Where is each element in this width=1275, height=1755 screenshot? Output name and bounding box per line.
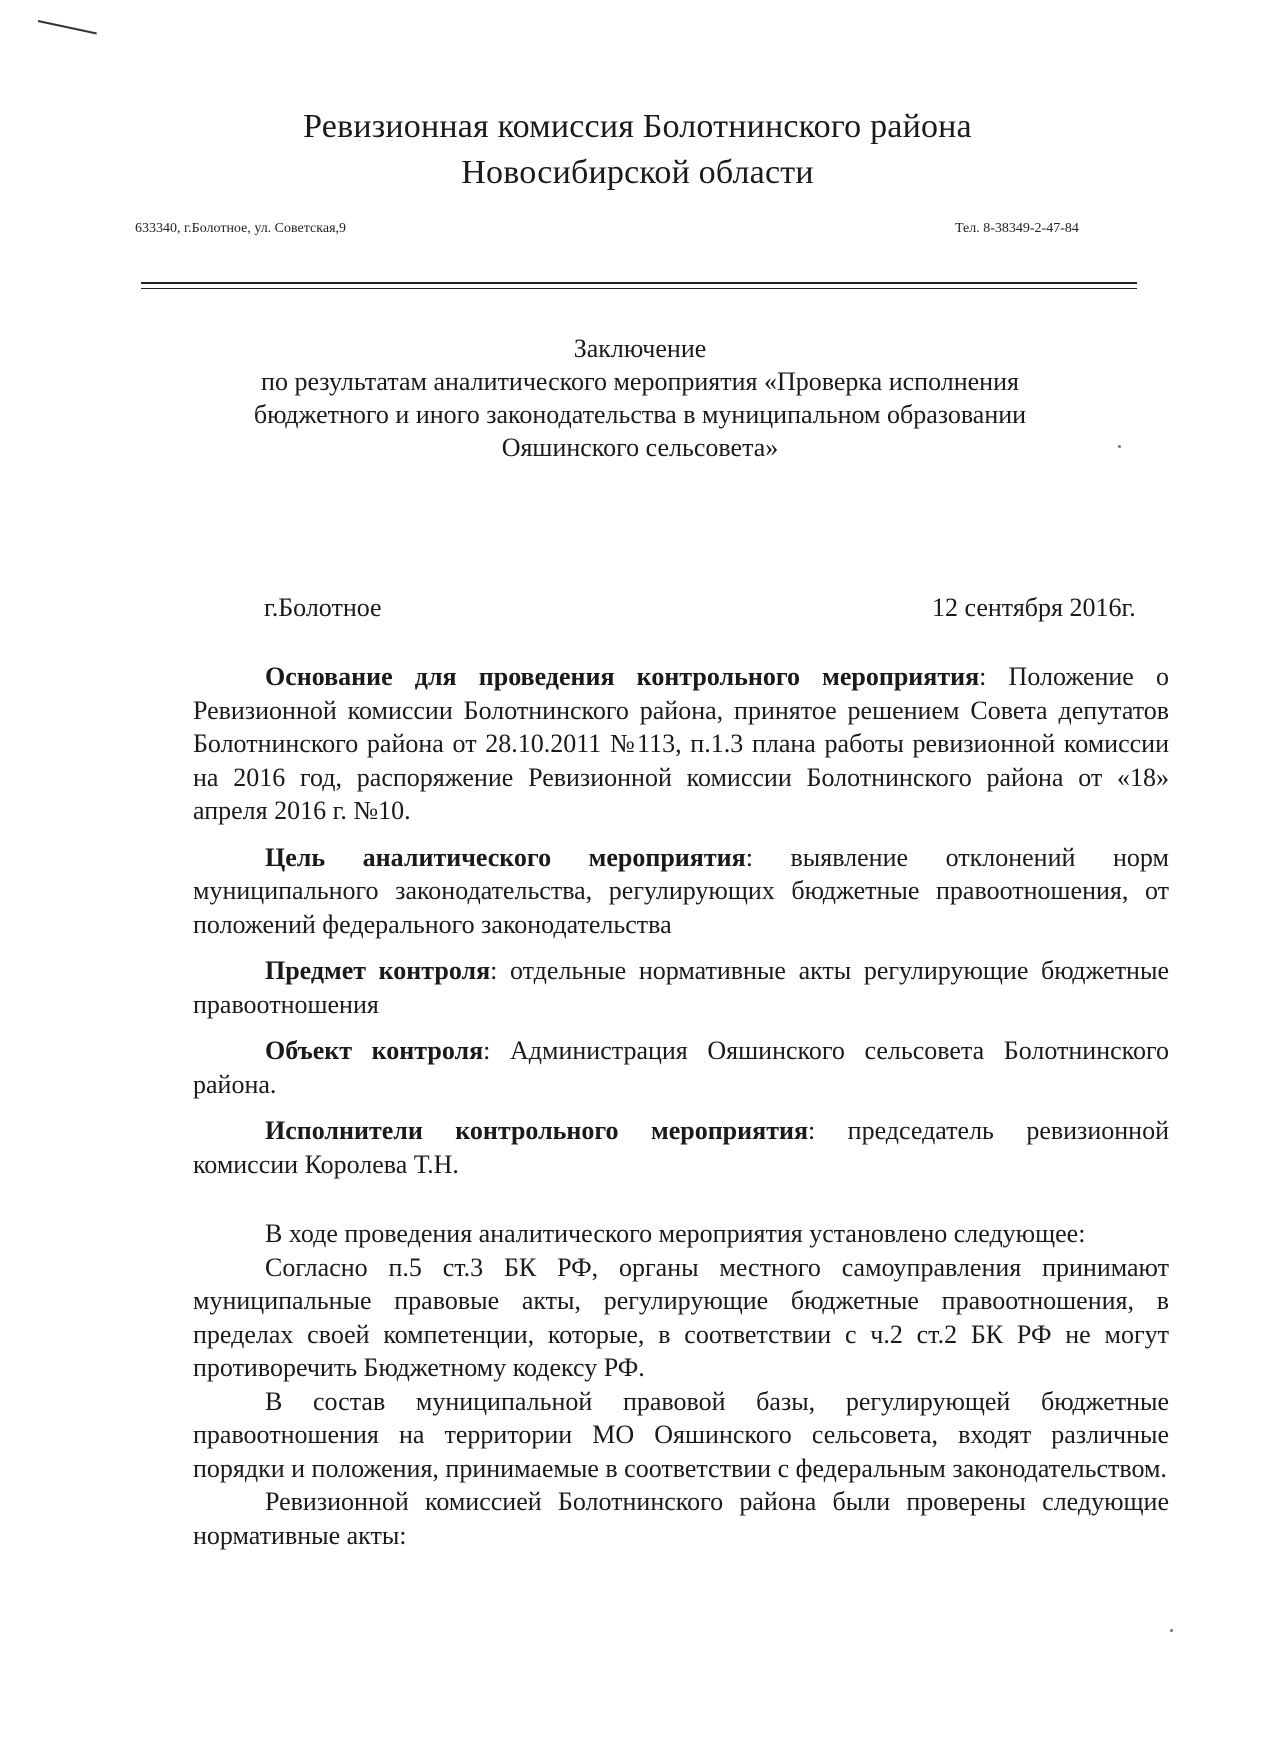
executors-label: Исполнители контрольного мероприятия — [265, 1116, 809, 1145]
object-label: Объект контроля — [265, 1036, 484, 1065]
address: 633340, г.Болотное, ул. Советская,9 — [135, 221, 347, 236]
findings-intro-paragraph: В ходе проведения аналитического мероприятия установлено следующее: — [265, 1219, 1086, 1248]
organization-name-line1: Ревизионная комиссия Болотнинского района — [303, 108, 972, 145]
checked-acts-paragraph: Ревизионной комиссией Болотнинского района были проверены следующие нормативные акты: — [193, 1487, 1169, 1550]
document-title-line4: Ояшинского сельсовета» — [501, 433, 779, 462]
subject-label: Предмет контроля — [265, 956, 491, 985]
header-rule-top — [141, 282, 1137, 284]
scan-speck — [1170, 1629, 1173, 1632]
document-title-line2: по результатам аналитического мероприятия «Проверка исполнения — [261, 367, 1019, 396]
subject-paragraph — [193, 954, 1169, 1021]
goal-label: Цель аналитического мероприятия — [265, 842, 746, 872]
document-body — [193, 660, 1169, 1552]
organization-name-line2: Новосибирской области — [461, 154, 814, 191]
document-title-line1: Заключение — [573, 334, 707, 363]
basis-paragraph — [193, 660, 1169, 828]
document-title — [150, 332, 1130, 464]
scan-mark — [38, 20, 97, 34]
basis-text: : Положение о Ревизионной комиссии Болотнинского района, принятое решением Совета депутатов Болотнинского района от 28.10.2011 №113, п.1.3 плана работы ревизионной комиссии на 2016 год, распоряжение Ревизионной комиссии Болотнинского района от «18» апреля 2016 г. №10. — [193, 662, 1170, 825]
phone: Тел. 8-38349-2-47-84 — [955, 221, 1079, 236]
document-place: г.Болотное — [264, 593, 382, 622]
executors-text: : председатель ревизионной комиссии Королева Т.Н. — [193, 1116, 1169, 1179]
executors-paragraph — [193, 1114, 1169, 1181]
document-title-line3: бюджетного и иного законодательства в муниципальном образовании — [253, 400, 1027, 429]
legal-basis-paragraph: Согласно п.5 ст.3 БК РФ, органы местного самоуправления принимают муниципальные правовые акты, регулирующие бюджетные правоотношения, в пределах своей компетенции, которые, в соответствии с ч.2 ст.2 БК РФ не могут противоречить Бюджетному кодексу РФ. — [193, 1252, 1169, 1382]
object-paragraph — [193, 1034, 1169, 1101]
goal-paragraph — [193, 841, 1169, 942]
object-text: : Администрация Ояшинского сельсовета Болотнинского района. — [193, 1036, 1169, 1099]
subject-text: : отдельные нормативные акты регулирующие бюджетные правоотношения — [193, 956, 1169, 1019]
document-date: 12 сентября 2016г. — [932, 593, 1136, 622]
goal-text: : выявление отклонений норм муниципального законодательства, регулирующих бюджетные правоотношения, от положений федерального законодательства — [193, 842, 1169, 939]
header-rule-bottom — [141, 288, 1137, 289]
legal-framework-paragraph: В состав муниципальной правовой базы, регулирующей бюджетные правоотношения на территории МО Ояшинского сельсовета, входят различные порядки и положения, принимаемые в соответствии с федеральным законодательством. — [193, 1386, 1169, 1483]
basis-label: Основание для проведения контрольного мероприятия — [265, 662, 980, 691]
organization-name — [0, 104, 1275, 196]
